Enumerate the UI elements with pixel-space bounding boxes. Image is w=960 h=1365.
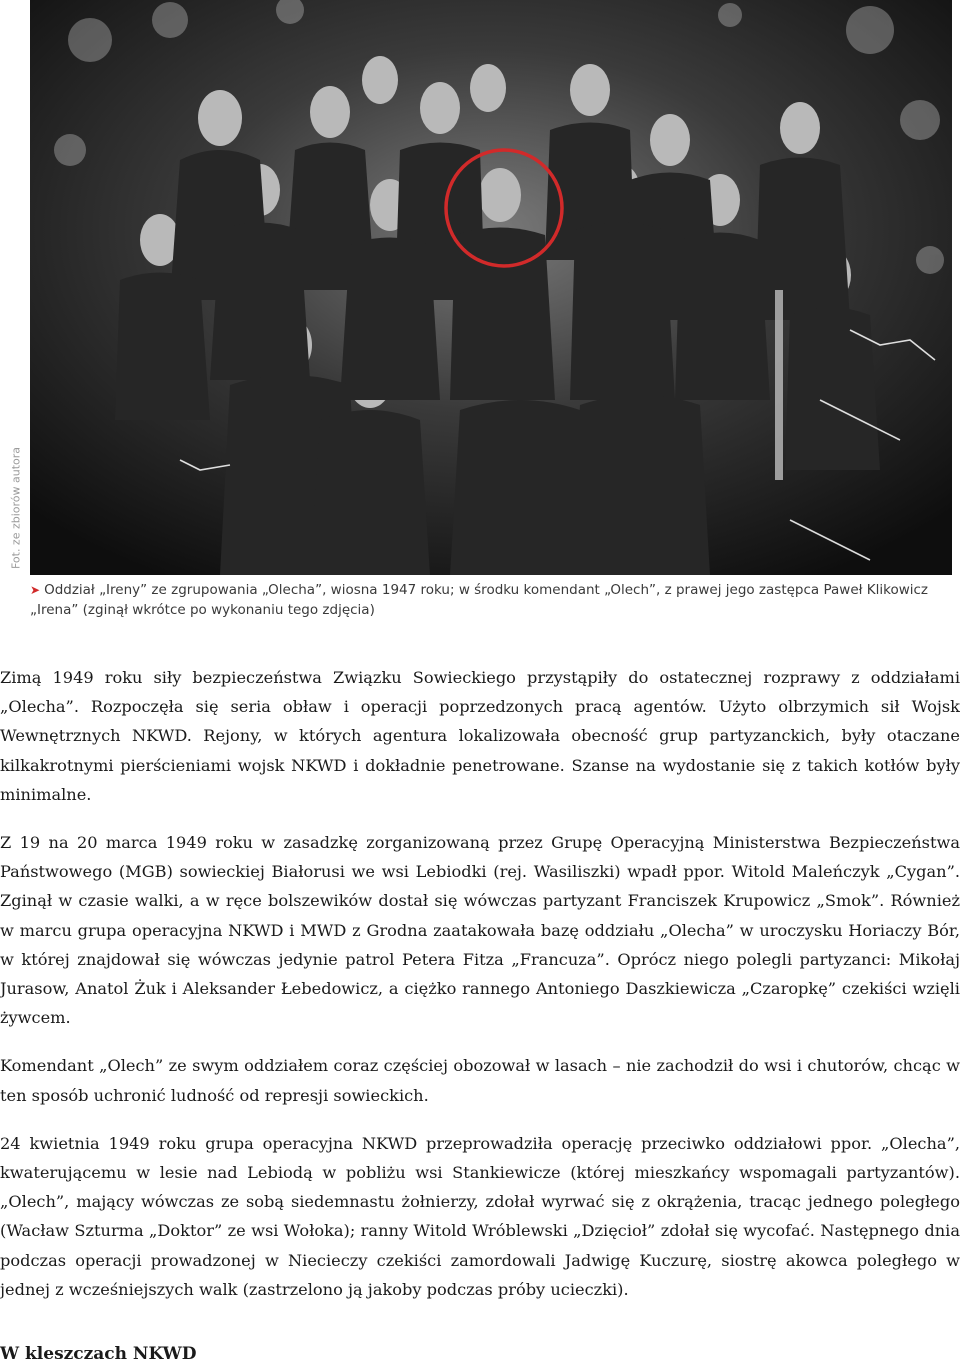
paragraph-3: Komendant „Olech” ze swym oddziałem coraz częściej obozował w lasach – nie zachodził do wsi i chutorów, chcąc w ten sposób uchronić ludność od represji sowieckich. [0, 1056, 960, 1105]
paragraph-2: Z 19 na 20 marca 1949 roku w zasadzkę zorganizowaną przez Grupę Operacyjną Ministerstwa Bezpieczeństwa Państwowego (MGB) sowieckiej Białorusi we wsi Lebiodki (rej. Wasiliszki) wpadł ppor. Witold Maleńczyk „Cygan”. Zginął w czasie walki, a w ręce bolszewików dostał się wówczas partyzant Franciszek Krupowicz „Smok”. Również w marcu grupa operacyjna NKWD i MWD z Grodna zaatakowała bazę oddziału „Olecha” w uroczysku Horiaczy Bór, w której znajdował się wówczas jedynie patrol Petera Fitza „Francuza”. Oprócz niego polegli partyzanci: Mikołaj Jurasow, Anatol Żuk i Aleksander Łebedowicz, a ciężko rannego Antoniego Daszkiewicza „Czaropkę” czekiści wzięli żywcem. [0, 833, 960, 1028]
caption-arrow-icon: ➤ [30, 583, 41, 597]
photo-figure [0, 0, 960, 640]
article-body [0, 663, 960, 1323]
section-heading: W kleszczach NKWD [0, 1344, 197, 1364]
paragraph-1: Zimą 1949 roku siły bezpieczeństwa Związku Sowieckiego przystąpiły do ostatecznej rozprawy z oddziałami „Olecha”. Rozpoczęła się seria obław i operacji poprzedzonych pracą agentów. Użyto olbrzymich sił Wojsk Wewnętrznych NKWD. Rejony, w których agentura lokalizowała obecność grup partyzanckich, były otaczane kilkakrotnymi pierścieniami wojsk NKWD i dokładnie penetrowane. Szanse na wydostanie się z takich kotłów były minimalne. [0, 668, 960, 804]
paragraph-4: 24 kwietnia 1949 roku grupa operacyjna NKWD przeprowadziła operację przeciwko oddziałowi ppor. „Olecha”, kwaterującemu w lesie nad Lebiodą w pobliżu wsi Stankiewicze (której mieszkańcy wspomagali partyzantów). „Olech”, mający wówczas ze sobą siedemnastu żołnierzy, zdołał wyrwać się z okrążenia, tracąc jednego poległego (Wacław Szturma „Doktor” ze wsi Wołoka); ranny Witold Wróblewski „Dzięcioł” zdołał się wycofać. Następnego dnia podczas operacji prowadzonej w Niecieczy czekiści zamordowali Jadwigę Kuczurę, siostrę akowca poległego w jednej z wcześniejszych walk (zastrzelono ją jakoby podczas próby ucieczki). [0, 1133, 960, 1299]
photo-caption [30, 580, 930, 620]
caption-text: Oddział „Ireny” ze zgrupowania „Olecha”, wiosna 1947 roku; w środku komendant „Olech”, z prawej jego zastępca Paweł Klikowicz „Irena” (zginął wkrótce po wykonaniu tego zdjęcia) [30, 582, 929, 618]
group-photo [30, 0, 952, 575]
photo-credit: Fot. ze zbiorów autora [9, 446, 23, 569]
